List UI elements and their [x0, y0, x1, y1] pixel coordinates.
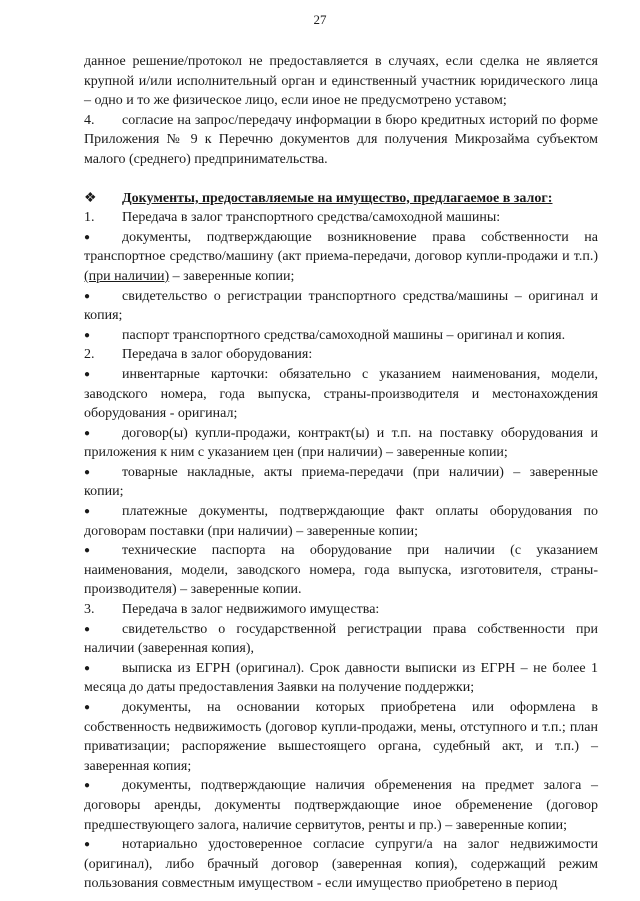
bullet-text: документы, подтверждающие наличия обременения на предмет залога – договоры аренды, документы подтверждающие иное обременение (договор предшествующего залога, наличие сервитутов, ренты и пр.) – заверенные копии;: [84, 778, 598, 833]
bullet-text: технические паспорта на оборудование при наличии (с указанием наименования, модели, заводского номера, года выпуска, изготовителя, страны-производителя) – заверенные копии.: [84, 543, 598, 598]
list-item: [84, 776, 598, 835]
bullet-icon: ●: [84, 839, 91, 851]
list-item-4: [84, 111, 598, 170]
bullet-text: платежные документы, подтверждающие факт оплаты оборудования по договорам поставки (при наличии) – заверенные копии;: [84, 504, 598, 539]
bullet-text: свидетельство о государственной регистрации права собственности при наличии (заверенная копия),: [84, 621, 598, 657]
section-2-title: [84, 345, 598, 365]
list-item: [84, 228, 598, 287]
bullet-icon: ●: [84, 290, 91, 302]
bullet-text: инвентарные карточки: обязательно с указанием наименования, модели, заводского номера, года выпуска, страны-производителя и местонахождения оборудования - оригинал;: [84, 366, 598, 422]
list-item: [84, 620, 598, 659]
list-item: [84, 541, 598, 600]
section-number: 1.: [84, 210, 95, 226]
bullet-icon: ●: [84, 329, 91, 341]
bullet-text: документы, на основании которых приобретена или оформлена в собственность недвижимость (договор купли-продажи, мены, отступного и т.п.; план приватизации; распоряжение вышестоящего органа, судебный акт, и т.п.) – заверенная копия;: [84, 700, 598, 774]
list-item: [84, 835, 598, 894]
bullet-icon: ●: [84, 427, 91, 439]
list-item: [84, 502, 598, 541]
list-item: [84, 365, 598, 424]
section-3-title: [84, 600, 598, 620]
bullet-text: свидетельство о регистрации транспортного средства/машины – оригинал и копия;: [84, 288, 598, 324]
bullet-icon: ●: [84, 623, 91, 635]
bullet-text: договор(ы) купли-продажи, контракт(ы) и т.п. на поставку оборудования и приложения к ним с указанием цен (при наличии) – заверенные копии;: [84, 425, 598, 461]
section-title-text: Передача в залог транспортного средства/самоходной машины:: [122, 210, 501, 226]
list-item: [84, 463, 598, 502]
bullet-text: паспорт транспортного средства/самоходной машины – оригинал и копия.: [122, 327, 566, 343]
diamond-bullet-icon: ❖: [84, 190, 97, 206]
section-title-text: Передача в залог недвижимого имущества:: [122, 602, 380, 618]
item-text: согласие на запрос/передачу информации в бюро кредитных историй по форме Приложения № 9 к Перечню документов для получения Микрозайма субъектом малого (среднего) предпринимательства.: [84, 112, 598, 167]
bullet-icon: ●: [84, 368, 91, 380]
bullet-icon: ●: [84, 662, 91, 674]
bullet-icon: ●: [84, 702, 91, 713]
list-item: [84, 424, 598, 463]
section-number: 3.: [84, 602, 95, 618]
list-item: [84, 698, 598, 776]
section-number: 2.: [84, 347, 95, 363]
list-item: [84, 326, 598, 346]
intro-paragraph: данное решение/протокол не предоставляется в случаях, если сделка не является крупной и/или исполнительный орган и единственный участник юридического лица – одно и то же физическое лицо, если иное не предусмотрено уставом;: [84, 54, 598, 109]
document-body: [84, 52, 598, 894]
bullet-text-part: – заверенные копии;: [169, 268, 295, 284]
bullet-icon: ●: [84, 466, 91, 478]
item-number: 4.: [84, 112, 95, 128]
bullet-icon: ●: [84, 231, 91, 243]
section-1-title: [84, 208, 598, 228]
list-item: [84, 287, 598, 326]
bullet-icon: ●: [84, 506, 91, 518]
section-title-text: Передача в залог оборудования:: [122, 347, 313, 363]
bullet-icon: ●: [84, 545, 91, 557]
bullet-text: товарные накладные, акты приема-передачи (при наличии) – заверенные копии;: [84, 464, 598, 500]
heading-text: Документы, предоставляемые на имущество, предлагаемое в залог:: [122, 190, 553, 206]
bullet-text: выписка из ЕГРН (оригинал). Срок давности выписки из ЕГРН – не более 1 месяца до даты предоставления Заявки на получение поддержки;: [84, 660, 598, 696]
bullet-text-underlined: (при наличии): [84, 268, 170, 284]
bullet-icon: ●: [84, 780, 91, 792]
bullet-text: нотариально удостоверенное согласие супруги/а на залог недвижимости (оригинал), либо брачный договор (заверенная копия), содержащий режим пользования совместным имуществом - если имущество приобретено в период: [84, 837, 598, 892]
section-heading: [84, 189, 598, 209]
list-item: [84, 659, 598, 698]
bullet-text-part: документы, подтверждающие возникновение права собственности на транспортное средство/машину (акт приема-передачи, договор купли-продажи и т.п.): [84, 229, 598, 265]
page-number: 27: [313, 12, 327, 27]
